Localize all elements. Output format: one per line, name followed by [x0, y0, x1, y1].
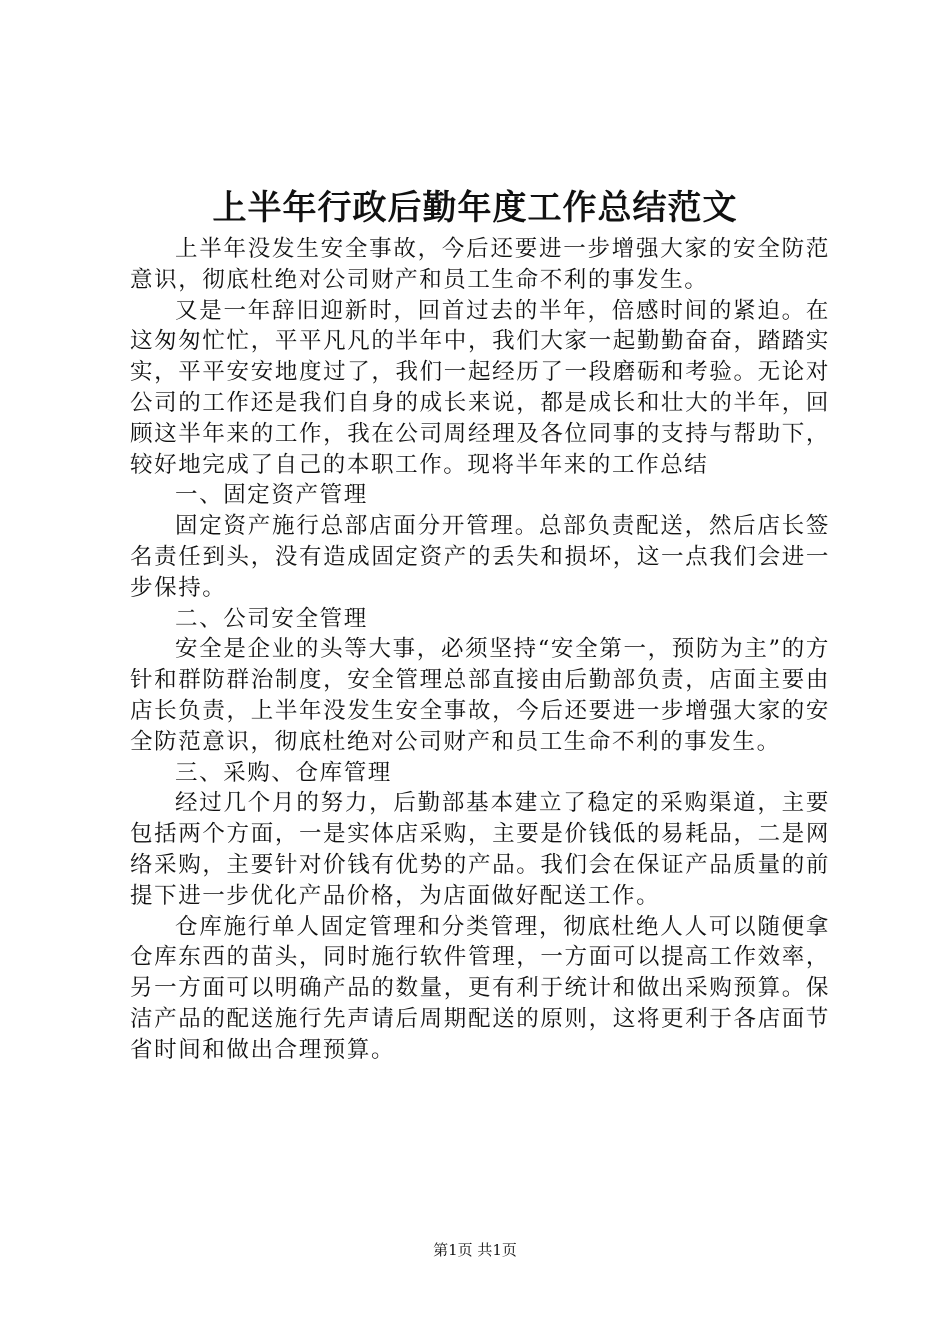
document-title: 上半年行政后勤年度工作总结范文	[212, 188, 738, 228]
page-footer: 第1页 共1页	[433, 1241, 517, 1259]
section-heading-safety: 二、公司安全管理	[175, 605, 368, 632]
section-heading-fixed-assets: 一、固定资产管理	[175, 482, 368, 509]
paragraph-procurement: 经过几个月的努力，后勤部基本建立了稳定的采购渠道，主要包括两个方面，一是实体店采购，主要是价钱低的易耗品，二是网络采购，主要针对价钱有优势的产品。我们会在保证产品质量的前提下进一步优化产品价格，为店面做好配送工作。	[130, 790, 830, 909]
paragraph-intro-summary: 上半年没发生安全事故，今后还要进一步增强大家的安全防范意识，彻底杜绝对公司财产和员工生命不利的事发生。	[130, 236, 830, 293]
section-heading-procurement: 三、采购、仓库管理	[175, 759, 392, 786]
paragraph-half-year-review: 又是一年辞旧迎新时，回首过去的半年，倍感时间的紧迫。在这匆匆忙忙，平平凡凡的半年中，我们大家一起勤勤奋奋，踏踏实实，平平安安地度过了，我们一起经历了一段磨砺和考验。无论对公司的工作还是我们自身的成长来说，都是成长和壮大的半年，回顾这半年来的工作，我在公司周经理及各位同事的支持与帮助下，较好地完成了自己的本职工作。现将半年来的工作总结	[130, 297, 830, 478]
paragraph-safety: 安全是企业的头等大事，必须坚持“安全第一，预防为主”的方针和群防群治制度，安全管理总部直接由后勤部负责，店面主要由店长负责，上半年没发生安全事故，今后还要进一步增强大家的安全防范意识，彻底杜绝对公司财产和员工生命不利的事发生。	[130, 636, 830, 755]
document-body	[130, 234, 830, 1066]
paragraph-warehouse: 仓库施行单人固定管理和分类管理，彻底杜绝人人可以随便拿仓库东西的苗头，同时施行软件管理，一方面可以提高工作效率，另一方面可以明确产品的数量，更有利于统计和做出采购预算。保洁产品的配送施行先声请后周期配送的原则，这将更利于各店面节省时间和做出合理预算。	[130, 913, 830, 1063]
paragraph-fixed-assets: 固定资产施行总部店面分开管理。总部负责配送，然后店长签名责任到头，没有造成固定资产的丢失和损坏，这一点我们会进一步保持。	[130, 513, 830, 601]
